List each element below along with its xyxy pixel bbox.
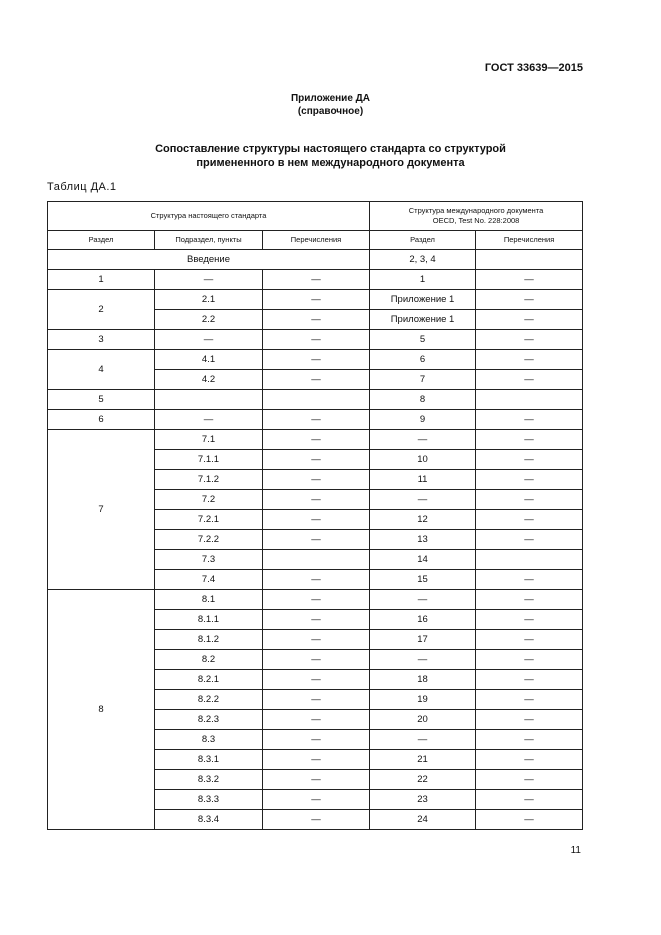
intl-enumeration-cell: — <box>476 810 583 830</box>
intl-section-cell: Приложение 1 <box>370 290 476 310</box>
table-row <box>48 430 583 450</box>
subsection-cell: 7.2 <box>155 490 263 510</box>
subsection-cell: — <box>155 330 263 350</box>
enumeration-cell: — <box>263 310 370 330</box>
subsection-cell: 7.2.2 <box>155 530 263 550</box>
subsection-cell: 8.1 <box>155 590 263 610</box>
intl-enumeration-cell: — <box>476 310 583 330</box>
section-number-cell: 7 <box>48 430 155 590</box>
intl-enumeration-cell: — <box>476 510 583 530</box>
subsection-cell: 8.3.1 <box>155 750 263 770</box>
enumeration-cell: — <box>263 730 370 750</box>
enumeration-cell <box>263 390 370 410</box>
subsection-cell: 8.2.2 <box>155 690 263 710</box>
subsection-cell: 8.3 <box>155 730 263 750</box>
table-head <box>48 202 583 250</box>
enumeration-cell: — <box>263 690 370 710</box>
table-row <box>48 290 583 310</box>
col-header-enumerations: Перечисления <box>263 231 370 250</box>
intl-enumeration-cell: — <box>476 710 583 730</box>
intl-section-cell: 16 <box>370 610 476 630</box>
subsection-cell: 4.2 <box>155 370 263 390</box>
table-caption: Таблиц ДА.1 <box>47 181 117 193</box>
table-row <box>48 590 583 610</box>
enumeration-cell: — <box>263 570 370 590</box>
enumeration-cell: — <box>263 450 370 470</box>
intl-section-cell: 17 <box>370 630 476 650</box>
subsection-cell: 7.1.1 <box>155 450 263 470</box>
enumeration-cell: — <box>263 790 370 810</box>
intl-enumeration-cell: — <box>476 430 583 450</box>
intl-section-cell: 21 <box>370 750 476 770</box>
intl-section-cell: 14 <box>370 550 476 570</box>
enumeration-cell: — <box>263 510 370 530</box>
intl-enumeration-cell: — <box>476 490 583 510</box>
table-row <box>48 410 583 430</box>
intl-section-cell: 13 <box>370 530 476 550</box>
intl-enumeration-cell: — <box>476 630 583 650</box>
enumeration-cell: — <box>263 770 370 790</box>
enumeration-cell: — <box>263 350 370 370</box>
section-number-cell: 2 <box>48 290 155 330</box>
intl-enumeration-cell: — <box>476 730 583 750</box>
subsection-cell: 4.1 <box>155 350 263 370</box>
subsection-cell <box>155 390 263 410</box>
section-number-cell: 4 <box>48 350 155 390</box>
table-row-introduction <box>48 250 583 270</box>
intl-section-cell: 5 <box>370 330 476 350</box>
intl-enumeration-cell: — <box>476 590 583 610</box>
enumeration-cell: — <box>263 290 370 310</box>
subsection-cell: 8.3.3 <box>155 790 263 810</box>
intl-section-cell: 20 <box>370 710 476 730</box>
table-row <box>48 330 583 350</box>
section-number-cell: 6 <box>48 410 155 430</box>
subsection-cell: 7.1 <box>155 430 263 450</box>
intl-enumeration-cell: — <box>476 330 583 350</box>
intl-section-cell: — <box>370 730 476 750</box>
intl-enumeration-cell: — <box>476 610 583 630</box>
intl-section-cell: — <box>370 430 476 450</box>
table-row <box>48 390 583 410</box>
subsection-cell: 7.1.2 <box>155 470 263 490</box>
intl-section-cell: 8 <box>370 390 476 410</box>
intl-section-cell: Приложение 1 <box>370 310 476 330</box>
intl-section-cell: 19 <box>370 690 476 710</box>
intl-enumeration-cell: — <box>476 650 583 670</box>
intl-enumeration-cell: — <box>476 670 583 690</box>
intl-section-cell: — <box>370 650 476 670</box>
intl-section-cell: — <box>370 590 476 610</box>
intl-enumeration-cell: — <box>476 750 583 770</box>
intl-enumeration-cell: — <box>476 290 583 310</box>
intl-section-cell: 7 <box>370 370 476 390</box>
heading-line-1: Сопоставление структуры настоящего стандарта со структурой <box>155 143 506 155</box>
table-row <box>48 270 583 290</box>
enumeration-cell: — <box>263 630 370 650</box>
enumeration-cell <box>263 550 370 570</box>
subsection-cell: 8.3.2 <box>155 770 263 790</box>
intl-enumeration-cell: — <box>476 470 583 490</box>
intl-enumeration-cell: — <box>476 410 583 430</box>
col-header-section: Раздел <box>48 231 155 250</box>
subsection-cell: 8.1.1 <box>155 610 263 630</box>
intl-enumeration-cell: — <box>476 530 583 550</box>
enumeration-cell: — <box>263 490 370 510</box>
intl-section-cell: — <box>370 490 476 510</box>
document-code: ГОСТ 33639—2015 <box>484 62 583 74</box>
structure-comparison-table <box>47 201 583 830</box>
enumeration-cell: — <box>263 470 370 490</box>
enumeration-cell: — <box>263 590 370 610</box>
intl-enumeration-cell: — <box>476 690 583 710</box>
subsection-cell: 7.4 <box>155 570 263 590</box>
col-header-subsection: Подраздел, пункты <box>155 231 263 250</box>
annex-title: Приложение ДА <box>290 93 371 104</box>
intl-section-cell: 11 <box>370 470 476 490</box>
header-row-groups <box>48 202 583 231</box>
enumeration-cell: — <box>263 330 370 350</box>
intl-enumeration-cell <box>476 390 583 410</box>
subsection-cell: 7.3 <box>155 550 263 570</box>
intl-section-cell: 10 <box>370 450 476 470</box>
annex-block <box>0 92 661 118</box>
section-number-cell: 8 <box>48 590 155 830</box>
subsection-cell: 7.2.1 <box>155 510 263 530</box>
group-header-international-line-2: OECD, Test No. 228:2008 <box>432 216 520 225</box>
intl-enumeration-cell: — <box>476 450 583 470</box>
col-header-intl-enumerations: Перечисления <box>476 231 583 250</box>
enumeration-cell: — <box>263 430 370 450</box>
intl-section-cell: 22 <box>370 770 476 790</box>
introduction-intl-section: 2, 3, 4 <box>370 250 476 270</box>
intl-section-cell: 9 <box>370 410 476 430</box>
enumeration-cell: — <box>263 810 370 830</box>
enumeration-cell: — <box>263 530 370 550</box>
col-header-intl-section: Раздел <box>370 231 476 250</box>
intl-enumeration-cell: — <box>476 270 583 290</box>
introduction-cell: Введение <box>48 250 370 270</box>
enumeration-cell: — <box>263 410 370 430</box>
intl-section-cell: 6 <box>370 350 476 370</box>
enumeration-cell: — <box>263 610 370 630</box>
intl-enumeration-cell: — <box>476 790 583 810</box>
enumeration-cell: — <box>263 370 370 390</box>
introduction-intl-enumerations <box>476 250 583 270</box>
subsection-cell: 8.2 <box>155 650 263 670</box>
subsection-cell: — <box>155 410 263 430</box>
intl-section-cell: 24 <box>370 810 476 830</box>
enumeration-cell: — <box>263 270 370 290</box>
subsection-cell: 2.2 <box>155 310 263 330</box>
group-header-international-line-1: Структура международного документа <box>408 206 544 215</box>
section-number-cell: 1 <box>48 270 155 290</box>
intl-section-cell: 18 <box>370 670 476 690</box>
enumeration-cell: — <box>263 710 370 730</box>
group-header-national: Структура настоящего стандарта <box>48 202 370 231</box>
enumeration-cell: — <box>263 650 370 670</box>
table-row <box>48 350 583 370</box>
section-number-cell: 3 <box>48 330 155 350</box>
subsection-cell: 8.3.4 <box>155 810 263 830</box>
intl-section-cell: 12 <box>370 510 476 530</box>
enumeration-cell: — <box>263 670 370 690</box>
section-number-cell: 5 <box>48 390 155 410</box>
intl-enumeration-cell: — <box>476 350 583 370</box>
group-header-international <box>370 202 583 231</box>
intl-enumeration-cell: — <box>476 570 583 590</box>
intl-section-cell: 1 <box>370 270 476 290</box>
subsection-cell: 8.2.1 <box>155 670 263 690</box>
subsection-cell: 2.1 <box>155 290 263 310</box>
subsection-cell: 8.2.3 <box>155 710 263 730</box>
intl-section-cell: 15 <box>370 570 476 590</box>
intl-enumeration-cell: — <box>476 370 583 390</box>
document-heading <box>0 142 661 170</box>
table-body <box>48 250 583 830</box>
header-row-columns <box>48 231 583 250</box>
heading-line-2: примененного в нем международного документа <box>196 157 465 169</box>
intl-enumeration-cell <box>476 550 583 570</box>
enumeration-cell: — <box>263 750 370 770</box>
intl-enumeration-cell: — <box>476 770 583 790</box>
annex-subtitle: (справочное) <box>297 106 364 117</box>
subsection-cell: 8.1.2 <box>155 630 263 650</box>
subsection-cell: — <box>155 270 263 290</box>
intl-section-cell: 23 <box>370 790 476 810</box>
page-number: 11 <box>570 845 581 856</box>
